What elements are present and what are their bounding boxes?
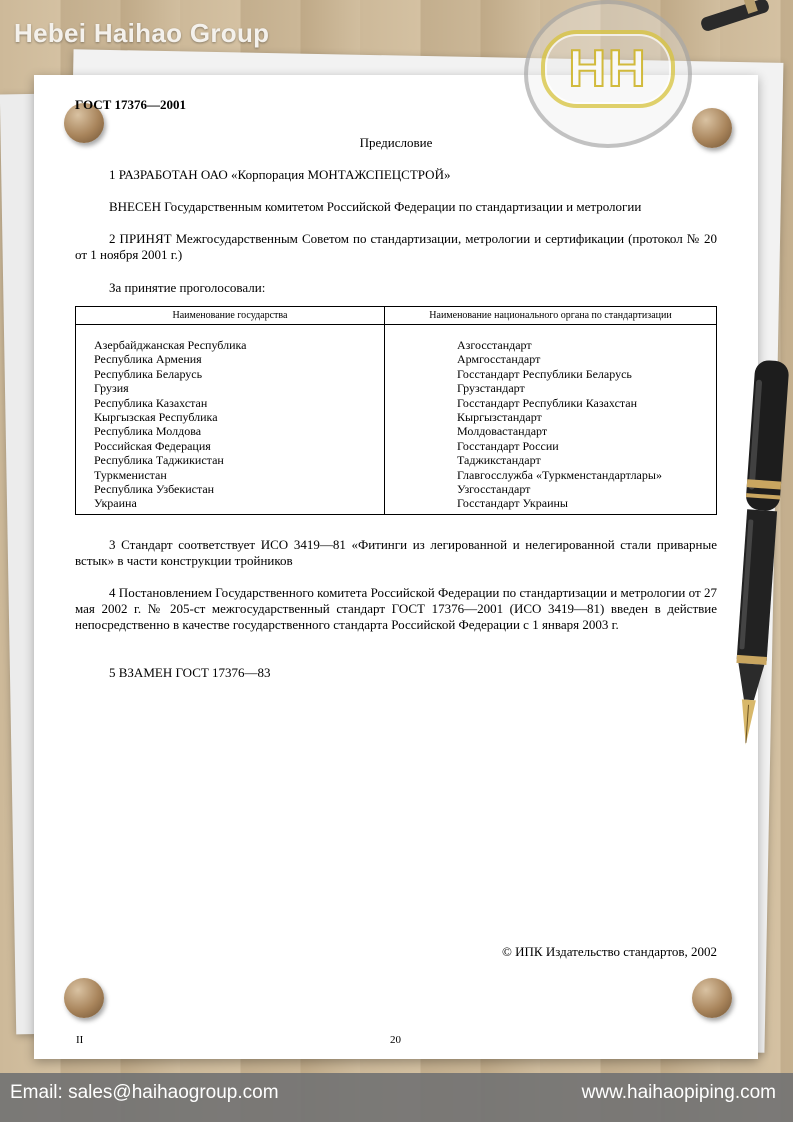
footer-website-link[interactable]: www.haihaopiping.com bbox=[581, 1082, 776, 1103]
table-cell-body: Госстандарт Украины bbox=[457, 496, 568, 511]
table-cell-state: Республика Казахстан bbox=[94, 395, 208, 410]
table-cell-state: Кыргызская Республика bbox=[94, 410, 218, 425]
table-cell-state: Республика Узбекистан bbox=[94, 482, 215, 497]
paragraph-adopted-by: 2 ПРИНЯТ Межгосударственным Советом по стандартизации, метрологии и сертификации (протокол № 20 от 1 ноября 2001 г.) bbox=[75, 231, 717, 262]
table-header-state: Наименование государства bbox=[76, 307, 385, 325]
footer-email-link[interactable]: Email: sales@haihaogroup.com bbox=[10, 1082, 279, 1103]
table-cell-body: Азгосстандарт bbox=[457, 338, 532, 352]
table-column-states bbox=[76, 325, 385, 515]
table-cell-state: Республика Молдова bbox=[94, 424, 202, 439]
pen-top-icon bbox=[690, 0, 780, 40]
paragraph-developed-by: 1 РАЗРАБОТАН ОАО «Корпорация МОНТАЖСПЕЦСТРОЙ» bbox=[109, 167, 451, 182]
document-code: ГОСТ 17376—2001 bbox=[75, 97, 187, 112]
table-cell-state: Республика Таджикистан bbox=[94, 453, 224, 468]
paragraph-introduced-by: ВНЕСЕН Государственным комитетом Российской Федерации по стандартизации и метрологии bbox=[109, 199, 642, 214]
paragraph-replaces: 5 ВЗАМЕН ГОСТ 17376—83 bbox=[109, 665, 271, 680]
page-number: 20 bbox=[390, 1034, 401, 1046]
table-cell-body: Таджикстандарт bbox=[457, 453, 541, 468]
page-roman-numeral: II bbox=[76, 1034, 84, 1046]
table-cell-body: Госстандарт Республики Казахстан bbox=[457, 395, 638, 410]
thumbtack-icon bbox=[692, 978, 732, 1018]
table-cell-body: Кыргызстандарт bbox=[457, 410, 542, 425]
paragraph-voted-for: За принятие проголосовали: bbox=[109, 280, 266, 295]
voting-states-table bbox=[75, 306, 717, 515]
table-cell-state: Украина bbox=[94, 496, 137, 511]
thumbtack-icon bbox=[64, 978, 104, 1018]
table-cell-state: Туркменистан bbox=[94, 467, 167, 482]
paragraph-iso-conformity: 3 Стандарт соответствует ИСО 3419—81 «Фитинги из легированной и нелегированной стали приварные встык» в части конструкции тройников bbox=[75, 537, 717, 568]
brand-logo: HH bbox=[541, 30, 675, 108]
document-heading: Предисловие bbox=[359, 135, 433, 150]
table-cell-state: Российская Федерация bbox=[94, 438, 211, 453]
table-cell-body: Главгосслужба «Туркменстандартлары» bbox=[457, 467, 662, 482]
table-cell-body: Госстандарт Республики Беларусь bbox=[457, 366, 632, 381]
paragraph-decree: 4 Постановлением Государственного комитета Российской Федерации по стандартизации и метрологии от 27 мая 2002 г. № 205-ст межгосударственный стандарт ГОСТ 17376—2001 (ИСО 3419—81) введен в действие непосредственно в качестве государственного стандарта Российской Федерации с 1 января 2003 г. bbox=[75, 585, 717, 632]
table-header-body: Наименование национального органа по стандартизации bbox=[385, 307, 717, 325]
table-cell-body: Грузстандарт bbox=[457, 381, 525, 396]
table-cell-state: Грузия bbox=[94, 381, 129, 396]
table-cell-body: Узгосстандарт bbox=[457, 482, 531, 497]
table-cell-body: Молдовастандарт bbox=[457, 424, 548, 439]
table-cell-state: Республика Беларусь bbox=[94, 366, 203, 381]
table-cell-state: Азербайджанская Республика bbox=[94, 338, 247, 352]
table-cell-body: Армгосстандарт bbox=[457, 352, 541, 367]
copyright-notice: © ИПК Издательство стандартов, 2002 bbox=[502, 944, 717, 959]
table-column-bodies bbox=[385, 325, 717, 515]
table-cell-body: Госстандарт России bbox=[457, 438, 559, 453]
fountain-pen-icon bbox=[716, 360, 793, 750]
table-cell-state: Республика Армения bbox=[94, 352, 202, 367]
brand-title: Hebei Haihao Group bbox=[14, 18, 270, 48]
